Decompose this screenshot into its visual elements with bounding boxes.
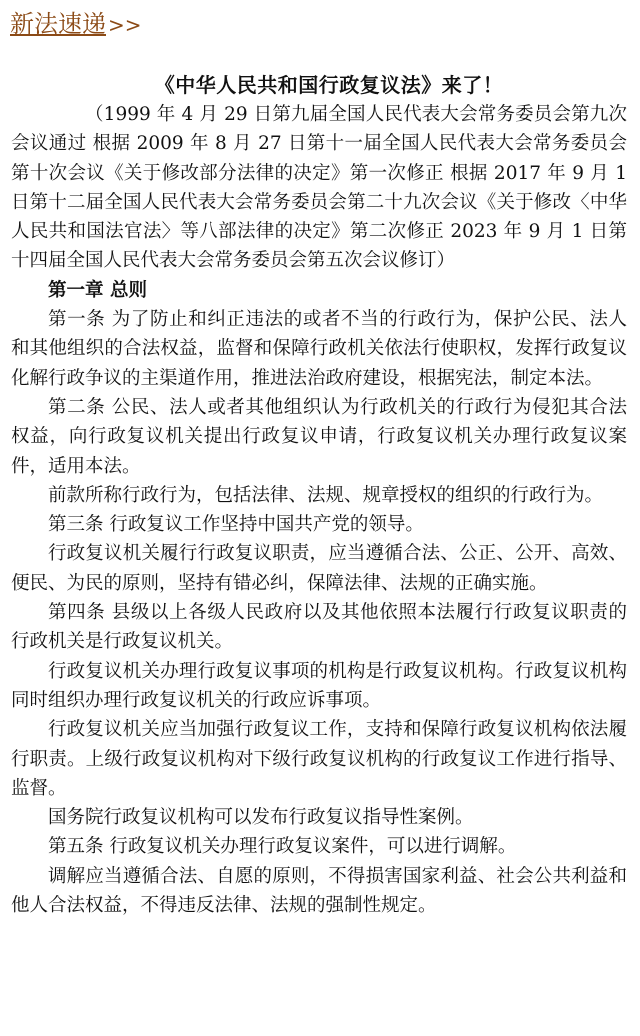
- amendment-note: （1999 年 4 月 29 日第九届全国人民代表大会常务委员会第九次会议通过 根据 2009 年 8 月 27 日第十一届全国人民代表大会常务委员会第十次会议《关于修改部分法律的决定》第一次修正 根据 2017 年 9 月 1 日第十二届全国人民代表大会常务委员会第二十九次会议《关于修改〈中华人民共和国法官法〉等八部法律的决定》第二次修正 2023 年 9 月 1 日第十四届全国人民代表大会常务委员会第五次会议修订）: [11, 104, 627, 272]
- article-4-paragraph-2: 行政复议机关办理行政复议事项的机构是行政复议机构。行政复议机构同时组织办理行政复议机关的行政应诉事项。: [11, 660, 627, 711]
- more-arrows[interactable]: >>: [108, 13, 142, 37]
- article-4-paragraph-3: 行政复议机关应当加强行政复议工作，支持和保障行政复议机构依法履行职责。上级行政复议机构对下级行政复议机构的行政复议工作进行指导、监督。: [11, 719, 627, 799]
- article-4-paragraph-4: 国务院行政复议机构可以发布行政复议指导性案例。: [48, 807, 474, 829]
- new-law-express-link[interactable]: 新法速递: [10, 10, 106, 38]
- article-2-paragraph-2: 前款所称行政行为，包括法律、法规、规章授权的组织的行政行为。: [48, 484, 604, 506]
- chapter-heading: 第一章 总则: [48, 279, 147, 301]
- section-header: [0, 0, 640, 42]
- document-title: 《中华人民共和国行政复议法》来了！: [154, 73, 504, 97]
- article-3: 第三条 行政复议工作坚持中国共产党的领导。: [48, 514, 424, 536]
- article-2: 第二条 公民、法人或者其他组织认为行政机关的行政行为侵犯其合法权益，向行政复议机关提出行政复议申请，行政复议机关办理行政复议案件，适用本法。: [11, 396, 627, 477]
- article-5: 第五条 行政复议机关办理行政复议案件，可以进行调解。: [48, 836, 517, 858]
- article-3-paragraph-2: 行政复议机关履行行政复议职责，应当遵循合法、公正、公开、高效、便民、为民的原则，坚持有错必纠，保障法律、法规的正确实施。: [11, 543, 627, 594]
- document-body: [0, 42, 640, 920]
- article-5-paragraph-2: 调解应当遵循合法、自愿的原则，不得损害国家利益、社会公共利益和他人合法权益，不得违反法律、法规的强制性规定。: [11, 865, 627, 917]
- article-1: 第一条 为了防止和纠正违法的或者不当的行政行为，保护公民、法人和其他组织的合法权益，监督和保障行政机关依法行使职权，发挥行政复议化解行政争议的主渠道作用，推进法治政府建设，根据宪法，制定本法。: [11, 309, 627, 389]
- article-4: 第四条 县级以上各级人民政府以及其他依照本法履行行政复议职责的行政机关是行政复议机关。: [11, 602, 627, 653]
